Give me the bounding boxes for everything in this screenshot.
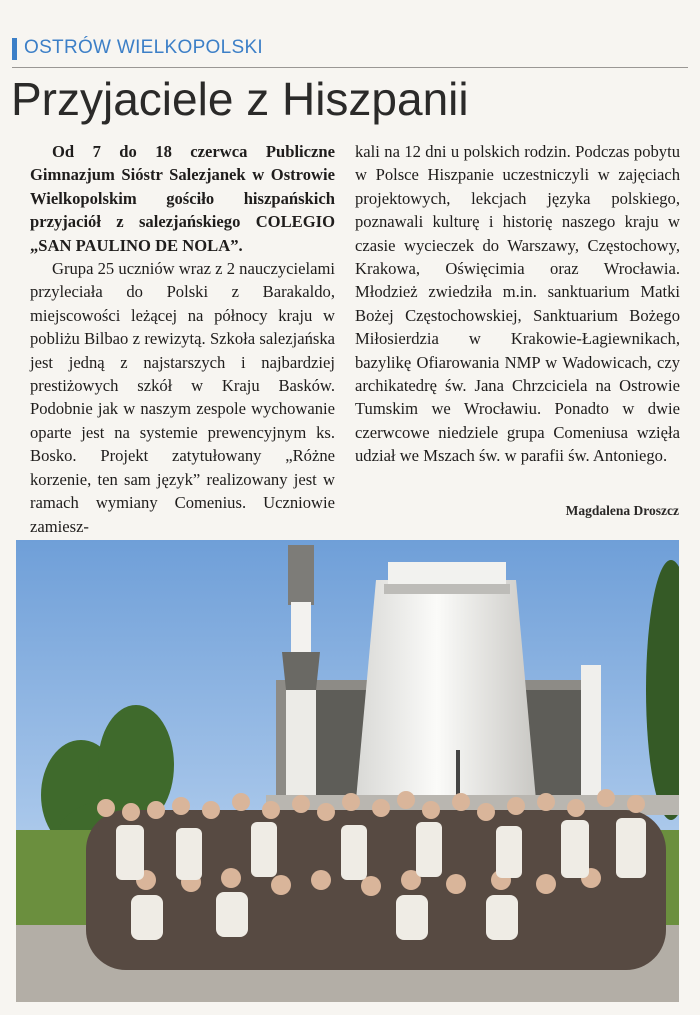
- student-group: [86, 789, 666, 970]
- article-title: Przyjaciele z Hiszpanii: [11, 73, 469, 125]
- article-column-left: [30, 140, 335, 538]
- section-label: OSTRÓW WIELKOPOLSKI: [24, 37, 264, 58]
- article-paragraph: kali na 12 dni u polskich rodzin. Podczas pobytu w Polsce Hiszpanie uczestniczyli w zajęciach projektowych, lekcjach języka polskiego, poznawali kulturę i historię naszego kraju w czasie wycieczek do Warszawy, Częstochowy, Krakowa, Oświęcimia oraz Wrocławia. Młodzież zwiedziła m.in. sanktuarium Matki Bożej Częstochowskiej, Sanktuarium Bożego Miłosierdzia w Krakowie-Łagiewnikach, bazylikę Ofiarowania NMP w Wadowicach, czy archikatedrę św. Jana Chrzciciela na Ostrowie Tumskim we Wrocławiu. Ponadto w dwie czerwcowe niedziele grupa Comeniusa wzięła udział we Mszach św. w parafii św. Antoniego.: [355, 142, 680, 466]
- article-paragraph: Grupa 25 uczniów wraz z 2 nauczycielami przyleciała do Polski z Barakaldo, miejscowości leżącej na północy kraju w pobliżu Bilbao z rewizytą. Szkoła salezjańska jest jedną z najstarszych i najbardziej prestiżowych szkół w Kraju Basków. Podobnie jak w naszym zespole wychowanie oparte jest na systemie prewencyjnym ks. Bosko. Projekt zatytułowany „Różne korzenie, ten sam język” realizowany jest w ramach wymiany Comenius. Uczniowie zamiesz-: [30, 259, 335, 536]
- article-lead: Od 7 do 18 czerwca Publiczne Gimnazjum Sióstr Salezjanek w Ostrowie Wielkopolskim gościło hiszpańskich przyjaciół z salezjańskiego COLEGIO „SAN PAULINO DE NOLA”.: [30, 142, 335, 255]
- header-divider: [12, 67, 688, 68]
- article-column-right: [355, 140, 680, 468]
- author-byline: Magdalena Droszcz: [565, 503, 679, 518]
- section-marker: [12, 38, 17, 60]
- group-photo: [16, 540, 679, 1002]
